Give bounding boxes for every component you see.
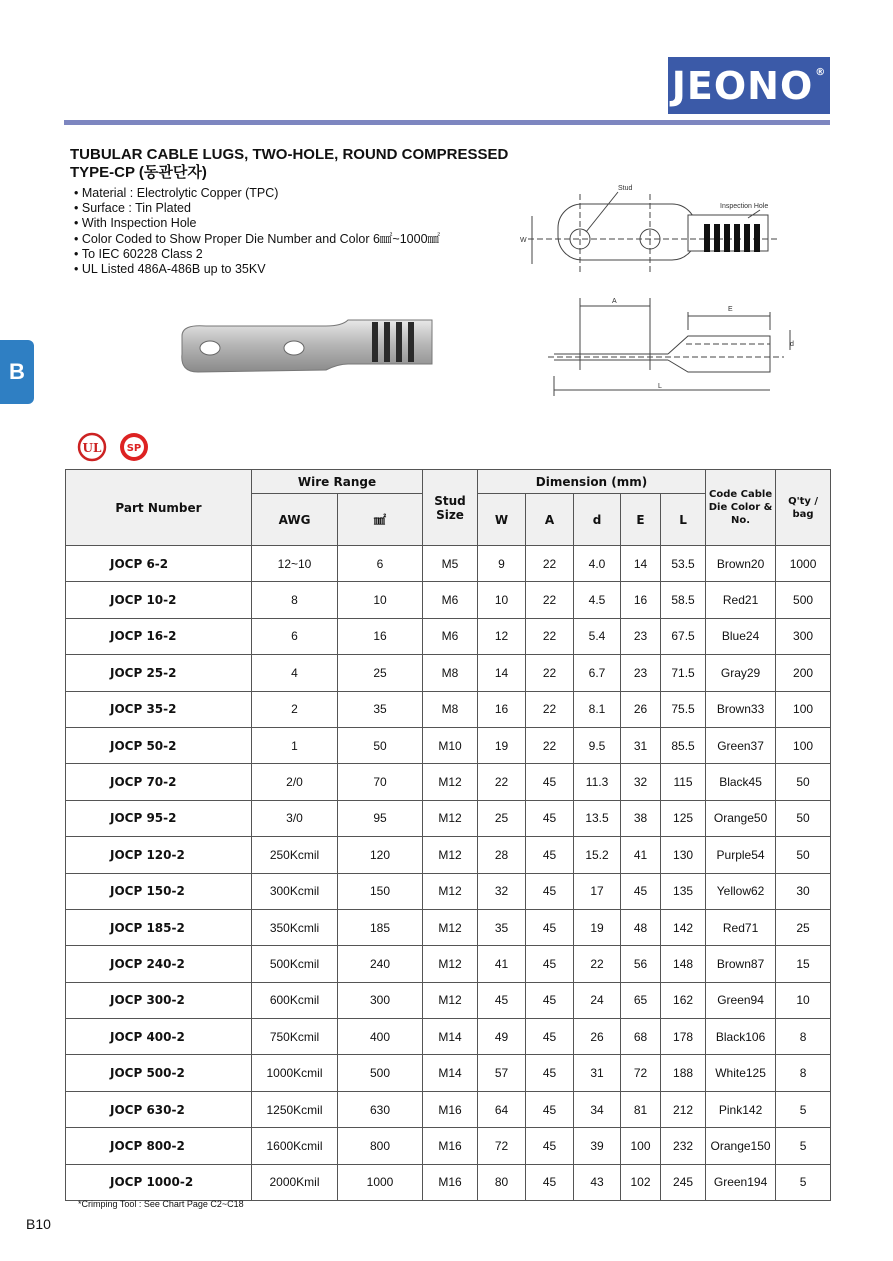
cell-d: 26 — [574, 1019, 621, 1055]
cell-stud: M6 — [423, 582, 478, 618]
header-l: L — [661, 494, 706, 546]
cell-a: 45 — [526, 982, 574, 1018]
header-d: d — [574, 494, 621, 546]
cell-w: 9 — [478, 546, 526, 582]
cell-w: 12 — [478, 618, 526, 654]
header-qty: Q'ty / bag — [776, 470, 831, 546]
cell-a: 22 — [526, 727, 574, 763]
cell-awg: 8 — [252, 582, 338, 618]
cell-qty: 8 — [776, 1055, 831, 1091]
label-stud: Stud — [618, 185, 633, 192]
cell-d: 39 — [574, 1128, 621, 1164]
cell-awg: 600Kcmil — [252, 982, 338, 1018]
cell-a: 45 — [526, 873, 574, 909]
cell-w: 28 — [478, 837, 526, 873]
header-code-cable: Code Cable Die Color & No. — [706, 470, 776, 546]
cell-e: 32 — [621, 764, 661, 800]
cell-l: 58.5 — [661, 582, 706, 618]
cell-qty: 8 — [776, 1019, 831, 1055]
cell-code: Orange50 — [706, 800, 776, 836]
cell-code: Brown33 — [706, 691, 776, 727]
cell-l: 125 — [661, 800, 706, 836]
cell-qty: 50 — [776, 800, 831, 836]
cell-w: 45 — [478, 982, 526, 1018]
cell-part: JOCP 6-2 — [66, 546, 252, 582]
cell-qty: 50 — [776, 764, 831, 800]
header-mm2: ㎟ — [338, 494, 423, 546]
cell-qty: 10 — [776, 982, 831, 1018]
table-body — [66, 546, 831, 1201]
table-row — [66, 582, 831, 618]
csa-mark-text: SP — [126, 443, 142, 454]
cell-w: 64 — [478, 1091, 526, 1127]
cell-mm2: 240 — [338, 946, 423, 982]
cell-w: 10 — [478, 582, 526, 618]
cell-stud: M10 — [423, 727, 478, 763]
cell-qty: 1000 — [776, 546, 831, 582]
cell-awg: 1000Kcmil — [252, 1055, 338, 1091]
cell-mm2: 25 — [338, 655, 423, 691]
cell-a: 45 — [526, 1019, 574, 1055]
cell-stud: M8 — [423, 691, 478, 727]
title-line-2: TYPE-CP (동관단자) — [70, 164, 207, 181]
cell-stud: M12 — [423, 800, 478, 836]
cell-code: Brown20 — [706, 546, 776, 582]
label-a: A — [612, 298, 617, 305]
cell-d: 6.7 — [574, 655, 621, 691]
label-inspection-hole: Inspection Hole — [720, 203, 769, 210]
cell-qty: 15 — [776, 946, 831, 982]
csa-mark-icon — [120, 433, 148, 461]
cell-qty: 100 — [776, 691, 831, 727]
cell-awg: 2/0 — [252, 764, 338, 800]
cell-qty: 200 — [776, 655, 831, 691]
cell-d: 9.5 — [574, 727, 621, 763]
feature-item: • Color Coded to Show Proper Die Number and Color 6㎟~1000㎟ — [74, 232, 440, 247]
cell-code: Pink142 — [706, 1091, 776, 1127]
cell-mm2: 630 — [338, 1091, 423, 1127]
cell-l: 232 — [661, 1128, 706, 1164]
cell-d: 4.5 — [574, 582, 621, 618]
cell-part: JOCP 500-2 — [66, 1055, 252, 1091]
table-row — [66, 1055, 831, 1091]
cell-stud: M12 — [423, 837, 478, 873]
header-part-number: Part Number — [66, 470, 252, 546]
cell-awg: 300Kcmil — [252, 873, 338, 909]
header-a: A — [526, 494, 574, 546]
cell-mm2: 300 — [338, 982, 423, 1018]
feature-item: • Material : Electrolytic Copper (TPC) — [74, 186, 440, 201]
section-tab: B — [0, 340, 34, 404]
cell-d: 13.5 — [574, 800, 621, 836]
cell-code: Red71 — [706, 909, 776, 945]
cell-l: 115 — [661, 764, 706, 800]
cell-stud: M16 — [423, 1128, 478, 1164]
cell-awg: 4 — [252, 655, 338, 691]
cell-w: 19 — [478, 727, 526, 763]
cell-a: 45 — [526, 946, 574, 982]
cell-stud: M12 — [423, 946, 478, 982]
product-photo — [176, 314, 438, 378]
cell-l: 162 — [661, 982, 706, 1018]
cell-mm2: 50 — [338, 727, 423, 763]
cell-e: 14 — [621, 546, 661, 582]
table-row — [66, 946, 831, 982]
cell-qty: 100 — [776, 727, 831, 763]
label-l: L — [658, 383, 662, 390]
cell-code: White125 — [706, 1055, 776, 1091]
cell-qty: 5 — [776, 1164, 831, 1200]
registered-mark: ® — [815, 67, 827, 78]
cell-l: 85.5 — [661, 727, 706, 763]
cell-l: 135 — [661, 873, 706, 909]
cell-qty: 25 — [776, 909, 831, 945]
cell-d: 22 — [574, 946, 621, 982]
table-row — [66, 873, 831, 909]
table-row — [66, 1164, 831, 1200]
cell-d: 43 — [574, 1164, 621, 1200]
cell-code: Blue24 — [706, 618, 776, 654]
title-line-1: TUBULAR CABLE LUGS, TWO-HOLE, ROUND COMPRESSED — [70, 146, 509, 163]
cell-w: 41 — [478, 946, 526, 982]
table-row — [66, 837, 831, 873]
cell-a: 22 — [526, 691, 574, 727]
table-row — [66, 655, 831, 691]
cell-mm2: 150 — [338, 873, 423, 909]
cell-mm2: 16 — [338, 618, 423, 654]
cell-awg: 1600Kcmil — [252, 1128, 338, 1164]
cell-code: Green37 — [706, 727, 776, 763]
cell-stud: M14 — [423, 1055, 478, 1091]
cell-mm2: 800 — [338, 1128, 423, 1164]
feature-item: • With Inspection Hole — [74, 216, 440, 231]
cell-e: 23 — [621, 618, 661, 654]
cell-part: JOCP 300-2 — [66, 982, 252, 1018]
cell-e: 38 — [621, 800, 661, 836]
cell-part: JOCP 150-2 — [66, 873, 252, 909]
cell-awg: 6 — [252, 618, 338, 654]
cell-e: 31 — [621, 727, 661, 763]
cell-part: JOCP 400-2 — [66, 1019, 252, 1055]
cell-l: 67.5 — [661, 618, 706, 654]
feature-item: • To IEC 60228 Class 2 — [74, 247, 440, 262]
cell-e: 81 — [621, 1091, 661, 1127]
cell-part: JOCP 800-2 — [66, 1128, 252, 1164]
cell-qty: 300 — [776, 618, 831, 654]
table-row — [66, 691, 831, 727]
cell-part: JOCP 70-2 — [66, 764, 252, 800]
cell-d: 17 — [574, 873, 621, 909]
cell-mm2: 35 — [338, 691, 423, 727]
cell-stud: M5 — [423, 546, 478, 582]
cell-w: 72 — [478, 1128, 526, 1164]
cell-w: 57 — [478, 1055, 526, 1091]
label-e: E — [728, 306, 733, 313]
cell-e: 23 — [621, 655, 661, 691]
cell-d: 5.4 — [574, 618, 621, 654]
cell-d: 11.3 — [574, 764, 621, 800]
header-w: W — [478, 494, 526, 546]
cell-awg: 250Kcmil — [252, 837, 338, 873]
cell-part: JOCP 185-2 — [66, 909, 252, 945]
cell-code: Green94 — [706, 982, 776, 1018]
cell-mm2: 1000 — [338, 1164, 423, 1200]
table-row — [66, 727, 831, 763]
cell-qty: 50 — [776, 837, 831, 873]
table-row — [66, 1019, 831, 1055]
feature-item: • UL Listed 486A-486B up to 35KV — [74, 262, 440, 277]
cell-code: Black45 — [706, 764, 776, 800]
cell-part: JOCP 25-2 — [66, 655, 252, 691]
cell-e: 56 — [621, 946, 661, 982]
cell-w: 14 — [478, 655, 526, 691]
cell-mm2: 70 — [338, 764, 423, 800]
cell-d: 19 — [574, 909, 621, 945]
table-row — [66, 618, 831, 654]
cell-qty: 500 — [776, 582, 831, 618]
cell-a: 22 — [526, 618, 574, 654]
cell-a: 45 — [526, 909, 574, 945]
cell-stud: M12 — [423, 873, 478, 909]
cell-code: Yellow62 — [706, 873, 776, 909]
cell-a: 45 — [526, 764, 574, 800]
cell-code: Black106 — [706, 1019, 776, 1055]
cell-d: 15.2 — [574, 837, 621, 873]
cell-awg: 2 — [252, 691, 338, 727]
cell-awg: 2000Kmil — [252, 1164, 338, 1200]
cell-part: JOCP 240-2 — [66, 946, 252, 982]
cell-part: JOCP 35-2 — [66, 691, 252, 727]
label-d: d — [790, 341, 794, 348]
cell-a: 45 — [526, 1055, 574, 1091]
cell-stud: M12 — [423, 764, 478, 800]
ul-mark-text: UL — [82, 441, 102, 455]
cell-mm2: 95 — [338, 800, 423, 836]
cell-qty: 5 — [776, 1128, 831, 1164]
cell-code: Green194 — [706, 1164, 776, 1200]
cell-part: JOCP 50-2 — [66, 727, 252, 763]
cell-part: JOCP 10-2 — [66, 582, 252, 618]
cell-e: 102 — [621, 1164, 661, 1200]
cell-w: 25 — [478, 800, 526, 836]
cell-stud: M12 — [423, 982, 478, 1018]
cell-code: Brown87 — [706, 946, 776, 982]
label-w: W — [520, 237, 527, 244]
cell-a: 45 — [526, 800, 574, 836]
table-row — [66, 982, 831, 1018]
cell-awg: 350Kcmli — [252, 909, 338, 945]
cell-mm2: 10 — [338, 582, 423, 618]
cell-awg: 750Kcmil — [252, 1019, 338, 1055]
cell-code: Red21 — [706, 582, 776, 618]
cell-l: 178 — [661, 1019, 706, 1055]
cell-e: 48 — [621, 909, 661, 945]
cell-code: Purple54 — [706, 837, 776, 873]
certification-marks — [76, 430, 156, 464]
cell-qty: 30 — [776, 873, 831, 909]
table-row — [66, 1128, 831, 1164]
cell-w: 32 — [478, 873, 526, 909]
cell-l: 142 — [661, 909, 706, 945]
cell-stud: M16 — [423, 1164, 478, 1200]
cell-w: 16 — [478, 691, 526, 727]
cell-mm2: 185 — [338, 909, 423, 945]
feature-list — [74, 186, 440, 277]
cell-awg: 3/0 — [252, 800, 338, 836]
table-row — [66, 1091, 831, 1127]
cell-l: 75.5 — [661, 691, 706, 727]
feature-item: • Surface : Tin Plated — [74, 201, 440, 216]
header-e: E — [621, 494, 661, 546]
brand-name: JEONO — [671, 63, 814, 108]
cell-stud: M6 — [423, 618, 478, 654]
cell-w: 22 — [478, 764, 526, 800]
page-number: B10 — [26, 1216, 51, 1232]
cell-e: 45 — [621, 873, 661, 909]
cell-stud: M8 — [423, 655, 478, 691]
cell-code: Orange150 — [706, 1128, 776, 1164]
cell-d: 8.1 — [574, 691, 621, 727]
cell-stud: M14 — [423, 1019, 478, 1055]
cell-l: 148 — [661, 946, 706, 982]
cell-stud: M12 — [423, 909, 478, 945]
cell-awg: 1250Kcmil — [252, 1091, 338, 1127]
cell-part: JOCP 1000-2 — [66, 1164, 252, 1200]
footnote: *Crimping Tool : See Chart Page C2~C18 — [78, 1199, 244, 1209]
header-stud-size: Stud Size — [423, 470, 478, 546]
cell-a: 45 — [526, 837, 574, 873]
cell-e: 65 — [621, 982, 661, 1018]
cell-l: 188 — [661, 1055, 706, 1091]
cell-d: 31 — [574, 1055, 621, 1091]
cell-d: 34 — [574, 1091, 621, 1127]
cell-e: 41 — [621, 837, 661, 873]
cell-code: Gray29 — [706, 655, 776, 691]
header-dimension: Dimension (mm) — [478, 470, 706, 494]
cell-awg: 500Kcmil — [252, 946, 338, 982]
table-row — [66, 546, 831, 582]
cell-qty: 5 — [776, 1091, 831, 1127]
cell-part: JOCP 120-2 — [66, 837, 252, 873]
header-rule — [64, 120, 830, 125]
cell-awg: 1 — [252, 727, 338, 763]
table-row — [66, 909, 831, 945]
cell-l: 245 — [661, 1164, 706, 1200]
cell-mm2: 120 — [338, 837, 423, 873]
cell-a: 22 — [526, 546, 574, 582]
cell-w: 49 — [478, 1019, 526, 1055]
cell-l: 53.5 — [661, 546, 706, 582]
cell-stud: M16 — [423, 1091, 478, 1127]
cell-l: 212 — [661, 1091, 706, 1127]
table-row — [66, 764, 831, 800]
cell-mm2: 6 — [338, 546, 423, 582]
table-row — [66, 800, 831, 836]
header-wire-range: Wire Range — [252, 470, 423, 494]
cell-a: 22 — [526, 582, 574, 618]
cell-e: 26 — [621, 691, 661, 727]
cell-awg: 12~10 — [252, 546, 338, 582]
cell-l: 130 — [661, 837, 706, 873]
dimension-drawing — [508, 180, 808, 400]
cell-l: 71.5 — [661, 655, 706, 691]
cell-e: 100 — [621, 1128, 661, 1164]
cell-mm2: 400 — [338, 1019, 423, 1055]
cell-mm2: 500 — [338, 1055, 423, 1091]
header-awg: AWG — [252, 494, 338, 546]
cell-a: 45 — [526, 1128, 574, 1164]
cell-d: 4.0 — [574, 546, 621, 582]
cell-a: 45 — [526, 1091, 574, 1127]
ul-mark-icon — [79, 434, 105, 460]
cell-e: 68 — [621, 1019, 661, 1055]
cell-part: JOCP 16-2 — [66, 618, 252, 654]
cell-a: 22 — [526, 655, 574, 691]
cell-d: 24 — [574, 982, 621, 1018]
cell-e: 16 — [621, 582, 661, 618]
cell-e: 72 — [621, 1055, 661, 1091]
cell-part: JOCP 630-2 — [66, 1091, 252, 1127]
cell-part: JOCP 95-2 — [66, 800, 252, 836]
cell-w: 35 — [478, 909, 526, 945]
cell-a: 45 — [526, 1164, 574, 1200]
specification-table — [65, 469, 831, 1201]
cell-w: 80 — [478, 1164, 526, 1200]
product-title — [70, 146, 508, 182]
brand-logo — [668, 57, 830, 114]
